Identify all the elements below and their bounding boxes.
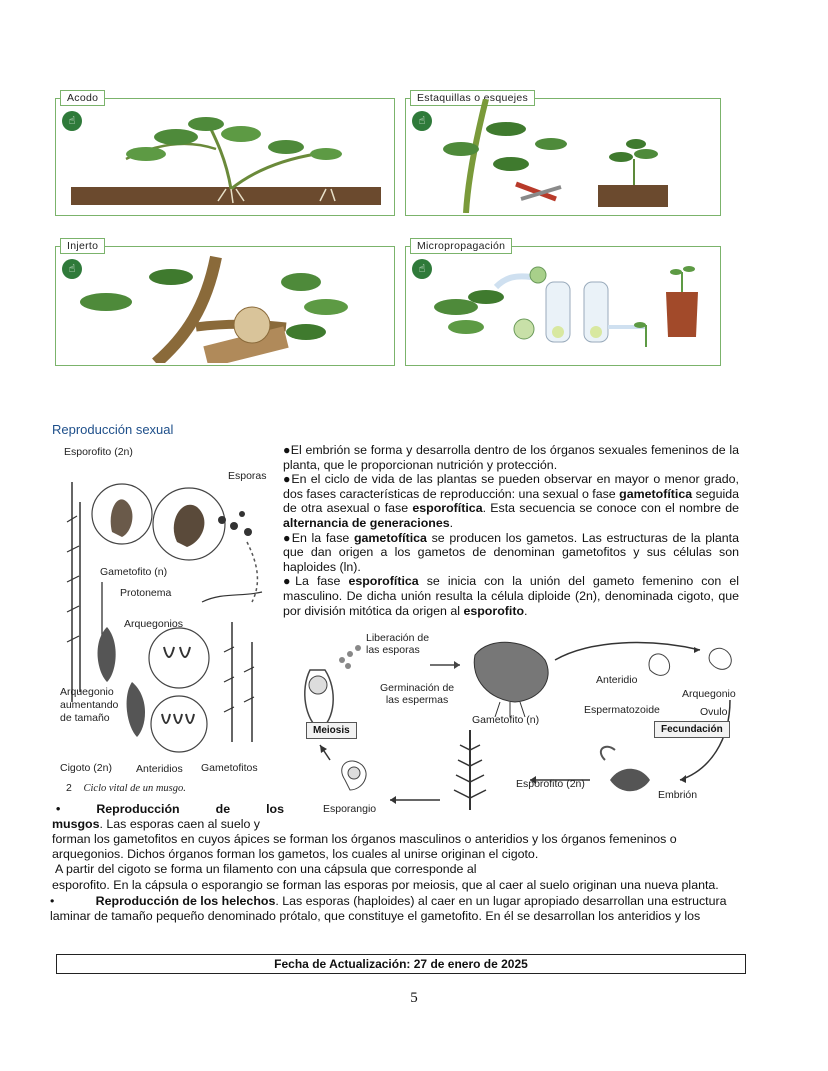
injerto-illustration <box>56 247 392 363</box>
update-date-footer: Fecha de Actualización: 27 de enero de 2025 <box>56 954 746 974</box>
musgos-line2 <box>52 817 260 832</box>
estaquillas-illustration <box>406 99 718 213</box>
term-esporofitica: esporofítica <box>348 574 419 589</box>
caption-number: 2 <box>66 782 72 794</box>
term-gametofitica: gametofítica <box>353 530 427 545</box>
panel-label: Injerto <box>60 238 105 254</box>
fern-label-meiosis: Meiosis <box>306 722 357 739</box>
moss-label-anteridios: Anteridios <box>136 763 183 775</box>
fern-label-ovulo: Ovulo <box>700 706 728 718</box>
fern-label-fecundacion: Fecundación <box>654 721 730 738</box>
musgos-line5: A partir del cigoto se forma un filamento con una cápsula que corresponde al <box>55 862 477 876</box>
section-title: Reproducción sexual <box>52 422 174 437</box>
moss-label-esporas: Esporas <box>228 470 267 482</box>
panel-estaquillas <box>405 92 721 216</box>
hand-pointer-icon: ☝ <box>62 259 82 279</box>
paragraph-fase-gametofitica: ●En la fase gametofítica se producen los gametos. Las estructuras de la planta que dan origen a los gametos de denominan gametofitos y sus células son haploides (ln). <box>283 530 739 574</box>
panel-acodo <box>55 92 395 216</box>
moss-label-gametofitos: Gametofitos <box>201 762 258 774</box>
musgos-line1 <box>52 802 284 817</box>
fern-label-espermatozoide: Espermatozoide <box>584 704 660 716</box>
musgos-title-word: de <box>215 802 231 816</box>
paragraph-text: seguida de otra asexual o fase <box>283 486 739 516</box>
helechos-line2: laminar de tamaño pequeño denominado prótalo, que constituye el gametofito. En él se desarrollan los anteridios y los <box>50 909 701 923</box>
musgos-line4: arquegonios. Dichos órganos forman los gametos, los cuales al unirse originan el cigoto. <box>52 847 539 861</box>
moss-label-arquegonio-aumentando: Arquegonio aumentando de tamaño <box>60 686 119 724</box>
moss-label-cigoto: Cigoto (2n) <box>60 762 112 774</box>
paragraph-ciclo: ●En el ciclo de vida de las plantas se pueden observar en mayor o menor grado, dos fases características de reproducción: una sexual o fase gametofítica seguida de otra asexual o fase esporofítica. Esta secuencia se conoce con el nombre de alternancia de generaciones. <box>283 472 739 530</box>
moss-label-esporofito: Esporofito (2n) <box>64 446 133 458</box>
acodo-illustration <box>56 99 392 213</box>
musgos-title-word: musgos <box>52 817 100 831</box>
paragraph-fase-esporofitica: ●La fase esporofítica se inicia con la unión del gameto femenino con el masculino. De dicha unión resulta la célula diploide (2n), denominada cigoto, que por división mitótica da origen al esporofito. <box>283 574 739 618</box>
page-number: 5 <box>410 990 418 1006</box>
caption-text: Ciclo vital de un musgo. <box>83 783 186 794</box>
sexual-reproduction-text <box>283 443 739 618</box>
musgos-title-word: Reproducción <box>96 802 180 816</box>
panel-label: Micropropagación <box>410 238 512 254</box>
hand-pointer-icon: ☝ <box>62 111 82 131</box>
term-esporofito: esporofito <box>463 603 525 618</box>
fern-label-embrion: Embrión <box>658 789 698 801</box>
fern-label-arquegonio: Arquegonio <box>682 688 736 700</box>
paragraph-text: El embrión se forma y desarrolla dentro de los órganos sexuales femeninos de la planta, que le proporcionan nutrición y protección. <box>283 443 739 472</box>
musgos-line6: esporofito. En la cápsula o esporangio se forman las esporas por meiosis, que al caer al suelo originan una nueva planta. <box>52 878 719 892</box>
paragraph-text: . <box>449 515 454 530</box>
paragraph-text: . <box>524 603 528 618</box>
musgos-line3: forman los gametofitos en cuyos ápices se forman los órganos masculinos o anteridios y los órganos femeninos o <box>52 832 677 846</box>
hand-pointer-icon: ☝ <box>412 259 432 279</box>
term-esporofitica: esporofítica <box>412 501 483 516</box>
term-alternancia: alternancia de generaciones <box>283 515 450 530</box>
moss-label-arquegonios: Arquegonios <box>124 618 183 630</box>
panel-injerto <box>55 240 395 366</box>
fern-life-cycle-figure <box>290 630 750 820</box>
paragraph-text: . Las esporas caen al suelo y <box>99 817 261 831</box>
paragraph-text: En el ciclo de vida de las plantas se pueden observar en mayor o menor grado, dos fases características de reproducción: una sexual o fase <box>283 472 739 501</box>
panel-micropropagacion <box>405 240 721 366</box>
fern-label-anteridio: Anteridio <box>596 674 638 686</box>
fern-label-gametofito: Gametofito (n) <box>472 714 540 726</box>
helechos-line1 <box>50 894 780 909</box>
paragraph-text: . Las esporas (haploides) al caer en un lugar apropiado desarrollan una estructura <box>275 894 727 908</box>
panel-label: Estaquillas o esquejes <box>410 90 535 106</box>
paragraph-text: En la fase <box>291 530 354 545</box>
bullet: • <box>56 802 61 816</box>
fern-label-esporofito: Esporofito (2n) <box>516 778 585 790</box>
helechos-title: Reproducción de los helechos <box>95 894 276 908</box>
panel-label: Acodo <box>60 90 105 106</box>
fern-label-liberacion: Liberación de las esporas <box>366 632 430 656</box>
hand-pointer-icon: ☝ <box>412 111 432 131</box>
paragraph-text: se inicia con la unión del gameto femenino con el masculino. De dicha unión resulta la célula diploide (2n), denominada cigoto, que por división mitótica da origen al <box>283 574 739 618</box>
moss-label-gametofito: Gametofito (n) <box>100 566 168 578</box>
musgos-title-word: los <box>266 802 284 816</box>
term-gametofitica: gametofítica <box>619 486 693 501</box>
moss-label-protonema: Protonema <box>120 587 172 599</box>
fern-label-germinacion: Germinación de las espermas <box>380 682 455 706</box>
bullet: • <box>50 894 55 908</box>
micropropagacion-illustration <box>406 247 718 363</box>
paragraph-text: se producen los gametos. Las estructuras de la planta que dan origen a los gametos de denominan gametofitos y sus células son haploides (ln). <box>283 530 739 574</box>
moss-life-cycle-figure <box>52 442 276 802</box>
fern-label-esporangio: Esporangio <box>323 803 377 815</box>
paragraph-text: La fase <box>295 574 349 589</box>
paragraph-text: . Esta secuencia se conoce con el nombre de <box>482 501 739 516</box>
paragraph-embrion: ●El embrión se forma y desarrolla dentro de los órganos sexuales femeninos de la planta, que le proporcionan nutrición y protección. <box>283 443 739 472</box>
moss-caption <box>66 782 186 794</box>
